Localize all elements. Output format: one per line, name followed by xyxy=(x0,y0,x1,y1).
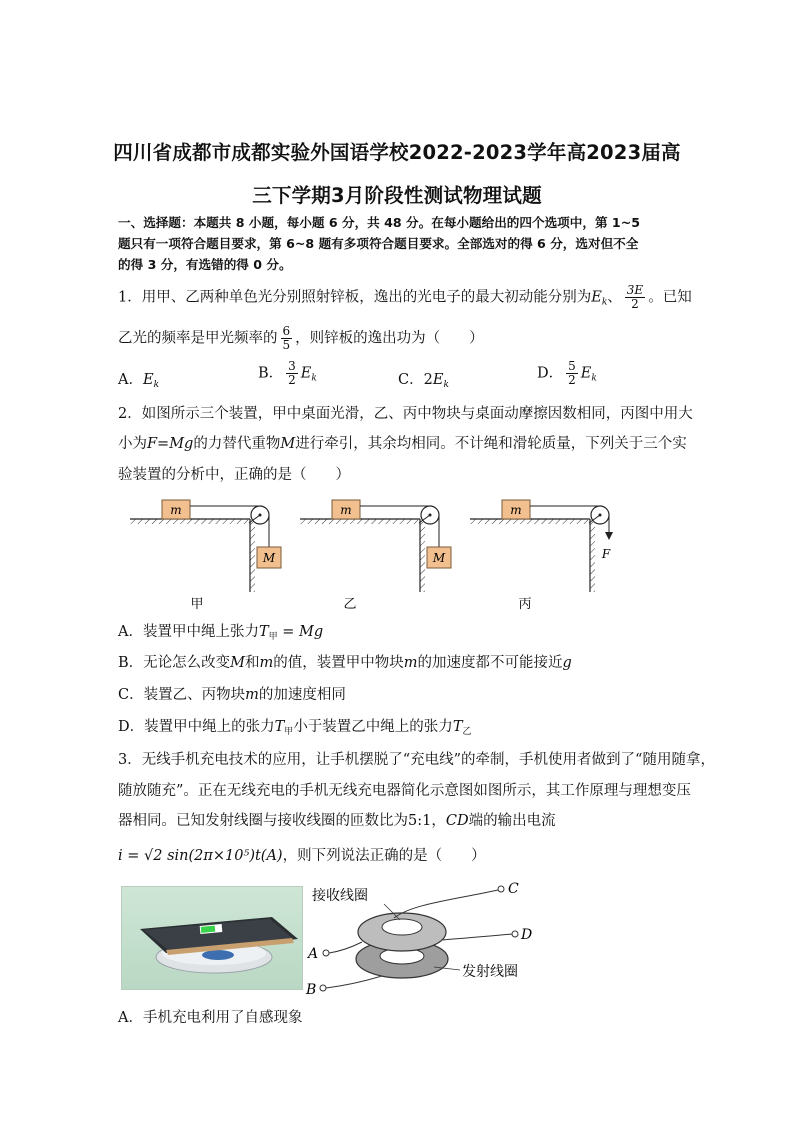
q3-line-1: 3．无线手机充电技术的应用，让手机摆脱了“充电线”的牵制，手机使用者做到了“随用随拿， xyxy=(118,752,715,768)
q1-line-1: 1．用甲、乙两种单色光分别照射锌板，逸出的光电子的最大初动能分别为$E_k$、 $\frac{3E}{2}$ 。已知 xyxy=(118,283,692,311)
q2-option-c[interactable]: C．装置乙、丙物块m的加速度相同 xyxy=(118,687,346,703)
q1-fraction-2: $\frac{6}{5}$ xyxy=(282,324,291,352)
label-receive-coil: 接收线圈 xyxy=(312,888,368,904)
current-formula: i = √2 sin(2π×10⁵)t(A) xyxy=(118,848,283,864)
setup-bing xyxy=(470,500,613,592)
q3-line-2: 随放随充”。正在无线充电的手机无线充电器简化示意图如图所示，其工作原理与理想变压 xyxy=(118,783,691,799)
svg-text:m: m xyxy=(510,503,522,517)
svg-text:m: m xyxy=(340,503,352,517)
q1-option-a[interactable]: A．$E_k$ xyxy=(118,372,160,390)
coil-diagram xyxy=(302,872,542,1002)
q3-option-a[interactable]: A．手机充电利用了自感现象 xyxy=(118,1010,303,1026)
terminal-d: D xyxy=(521,927,533,943)
section-instructions-3: 的得 3 分，有选错的得 0 分。 xyxy=(118,257,292,272)
q2-option-d[interactable]: D．装置甲中绳上的张力$T_甲$小于装置乙中绳上的张力$T_乙$ xyxy=(118,719,472,737)
svg-text:m: m xyxy=(170,503,182,517)
label-transmit-coil: 发射线圈 xyxy=(462,964,518,980)
q3-line-3: 器相同。已知发射线圈与接收线圈的匝数比为5:1，CD端的输出电流 xyxy=(118,813,556,829)
q3-line-4: i = √2 sin(2π×10⁵)t(A)，则下列说法正确的是（ ） xyxy=(118,848,486,864)
terminal-a: A xyxy=(308,946,319,962)
svg-text:M: M xyxy=(432,551,446,565)
svg-text:F: F xyxy=(601,547,611,561)
q1-option-b[interactable]: B． $\frac{3}{2}$ $E_k$ xyxy=(258,359,317,387)
setup-yi xyxy=(300,500,451,592)
setup-jia xyxy=(130,500,281,592)
terminal-b: B xyxy=(306,982,317,998)
q1-option-d[interactable]: D． $\frac{5}{2}$ $E_k$ xyxy=(537,359,597,387)
phone-charging-photo xyxy=(121,886,303,990)
q1-fraction: $\frac{3E}{2}$ xyxy=(626,283,644,311)
q2-option-a[interactable]: A．装置甲中绳上张力$T_甲 = Mg$ xyxy=(118,624,324,642)
terminal-c: C xyxy=(508,881,519,897)
label-yi: 乙 xyxy=(343,597,357,612)
q1-option-c[interactable]: C．$2E_k$ xyxy=(398,372,449,390)
q2-option-b[interactable]: B．无论怎么改变M和m的值，装置甲中物块m的加速度都不可能接近g xyxy=(118,655,572,671)
section-instructions-1: 一、选择题：本题共 8 小题，每小题 6 分，共 48 分。在每小题给出的四个选项中，第 1~5 xyxy=(118,215,641,230)
q1-line-2: 乙光的频率是甲光频率的 $\frac{6}{5}$ ，则锌板的逸出功为（ ） xyxy=(118,324,484,352)
label-jia: 甲 xyxy=(190,597,204,612)
svg-text:M: M xyxy=(262,551,276,565)
q2-line-2: 小为F=Mg的力替代重物M进行牵引，其余均相同。不计绳和滑轮质量，下列关于三个实 xyxy=(118,436,687,452)
title-line-1: 四川省成都市成都实验外国语学校2022-2023学年高2023届高 xyxy=(113,141,681,164)
phone-illustration xyxy=(122,887,302,989)
q2-figure xyxy=(120,492,640,614)
title-line-2: 三下学期3月阶段性测试物理试题 xyxy=(252,184,542,207)
q2-line-1: 2．如图所示三个装置，甲中桌面光滑，乙、丙中物块与桌面动摩擦因数相同，丙图中用大 xyxy=(118,406,693,422)
q2-line-3: 验装置的分析中，正确的是（ ） xyxy=(118,467,350,483)
label-bing: 丙 xyxy=(518,597,532,612)
section-instructions-2: 题只有一项符合题目要求，第 6~8 题有多项符合题目要求。全部选对的得 6 分，选对但不全 xyxy=(118,236,639,251)
